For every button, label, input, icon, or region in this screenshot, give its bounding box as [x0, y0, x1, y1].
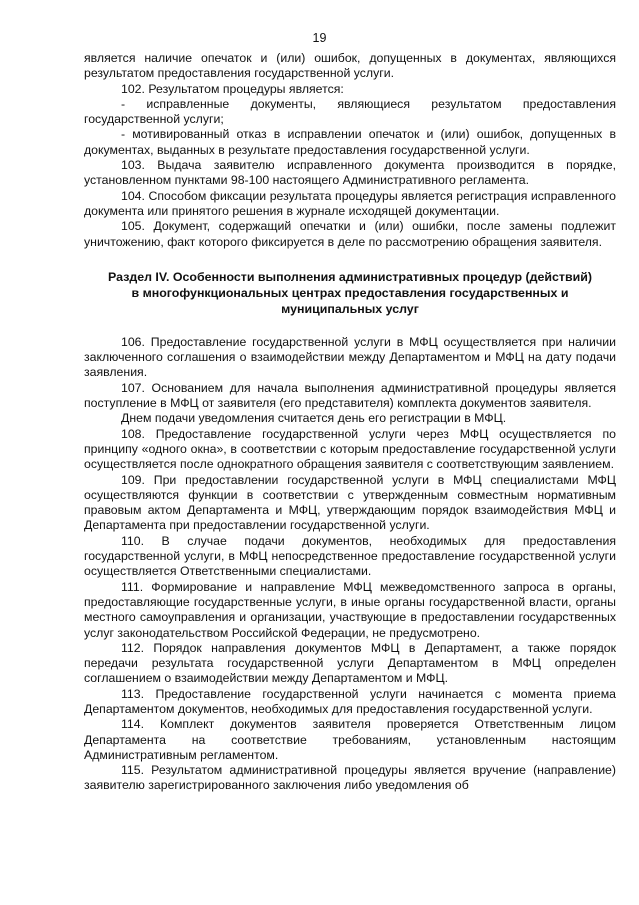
- paragraph: 107. Основанием для начала выполнения административной процедуры является поступление в МФЦ от заявителя (его представителя) комплекта документов заявителя.: [84, 380, 616, 411]
- paragraph: 115. Результатом административной процедуры является вручение (направление) заявителю зарегистрированного заключения либо уведомления об: [84, 763, 616, 793]
- paragraph: - исправленные документы, являющиеся результатом предоставления государственной услуги;: [84, 96, 616, 127]
- paragraph: является наличие опечаток и (или) ошибок, допущенных в документах, являющихся результатом предоставления государственной услуги.: [84, 51, 616, 81]
- paragraph: 113. Предоставление государственной услуги начинается с момента приема Департаментом документов, необходимых для предоставления государственной услуги.: [84, 686, 616, 716]
- paragraph: 111. Формирование и направление МФЦ межведомственного запроса в органы, предоставляющие государственные услуги, в иные органы государственной власти, органы местного самоуправления и организации, участвующие в предоставлении государственных услуг законодательством Российской Федерации, не предусмотрено.: [84, 579, 616, 640]
- paragraph: 103. Выдача заявителю исправленного документа производится в порядке, установленном пунктами 98-100 настоящего Административного регламента.: [84, 158, 616, 188]
- paragraph: 102. Результатом процедуры является:: [121, 81, 344, 96]
- paragraph: 104. Способом фиксации результата процедуры является регистрация исправленного документа или принятого решения в журнале исходящей документации.: [84, 188, 616, 218]
- paragraph: Днем подачи уведомления считается день его регистрации в МФЦ.: [121, 411, 507, 426]
- paragraphs-after: [84, 335, 616, 794]
- paragraph: 108. Предоставление государственной услуги через МФЦ осуществляется по принципу «одного окна», в соответствии с которым предоставление государственной услуги осуществляется после однократного обращения заявителя с соответствующим заявлением.: [84, 426, 616, 472]
- paragraph: 112. Порядок направления документов МФЦ в Департамент, а также порядок передачи результата государственной услуги Департаментом в МФЦ определен соглашением о взаимодействии между Департаментом и МФЦ.: [84, 640, 616, 686]
- paragraph: 106. Предоставление государственной услуги в МФЦ осуществляется при наличии заключенного соглашения о взаимодействии между Департаментом и МФЦ на дату подачи заявления.: [84, 334, 616, 380]
- paragraph: 105. Документ, содержащий опечатки и (или) ошибки, после замены подлежит уничтожению, факт которого фиксируется в деле по рассмотрению обращения заявителя.: [84, 219, 616, 249]
- page-number: 19: [312, 31, 327, 45]
- paragraph: 114. Комплект документов заявителя проверяется Ответственным лицом Департамента на соответствие требованиям, установленным настоящим Административным регламентом.: [84, 717, 616, 762]
- paragraph: - мотивированный отказ в исправлении опечаток и (или) ошибок, допущенных в документах, выданных в результате предоставления государственной услуги.: [84, 127, 616, 157]
- section-heading: Раздел IV. Особенности выполнения административных процедур (действий) в многофункциональных центрах предоставления государственных и муниципальных услуг: [108, 269, 592, 316]
- paragraphs-before: [84, 51, 616, 250]
- paragraph: 110. В случае подачи документов, необходимых для предоставления государственной услуги, в МФЦ непосредственное предоставление государственной услуги осуществляется Ответственными специалистами.: [84, 533, 616, 579]
- paragraph: 109. При предоставлении государственной услуги в МФЦ специалистами МФЦ осуществляются функции в соответствии с утвержденным совместным нормативным правовым актом Департамента и МФЦ, утверждающим порядок взаимодействия МФЦ и Департамента при предоставлении государственной услуги.: [84, 472, 616, 533]
- page-content: [84, 51, 616, 794]
